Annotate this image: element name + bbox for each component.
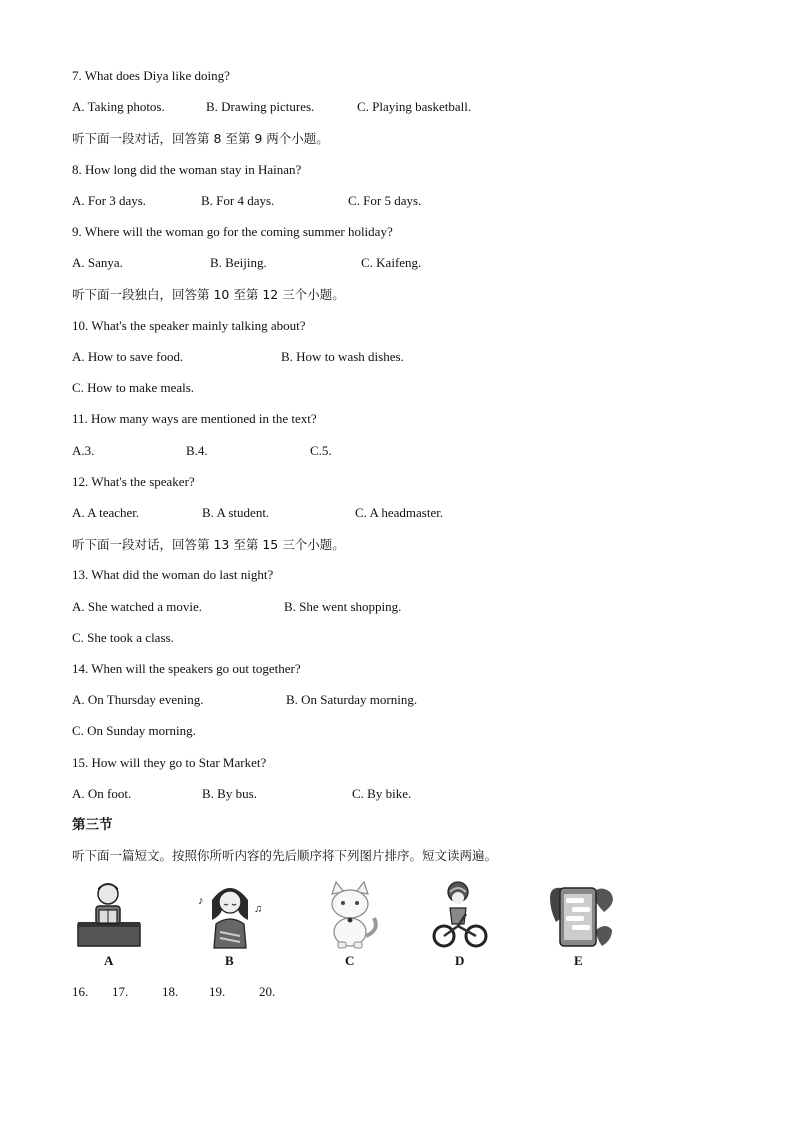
picture-label-a: A [104, 953, 114, 968]
q7-option-a: A. Taking photos. [72, 99, 165, 114]
question-12: 12. What's the speaker? [72, 474, 195, 489]
q13-option-a: A. She watched a movie. [72, 599, 202, 614]
q7-option-b: B. Drawing pictures. [206, 99, 315, 114]
q9-option-c: C. Kaifeng. [361, 255, 422, 270]
q9-option-a: A. Sanya. [72, 255, 123, 270]
q12-option-b: B. A student. [202, 505, 270, 520]
q15-option-b: B. By bus. [202, 786, 257, 801]
cat-icon [310, 880, 390, 950]
q11-option-c: C.5. [310, 443, 332, 458]
listening-music-icon [190, 880, 270, 950]
q8-option-a: A. For 3 days. [72, 193, 147, 208]
question-11: 11. How many ways are mentioned in the text? [72, 411, 317, 426]
section-3-title: 第三节 [72, 817, 113, 833]
question-9: 9. Where will the woman go for the coming summer holiday? [72, 224, 393, 239]
q10-option-b: B. How to wash dishes. [281, 349, 404, 364]
q13-option-b: B. She went shopping. [284, 599, 402, 614]
q8-option-b: B. For 4 days. [201, 193, 275, 208]
question-10: 10. What's the speaker mainly talking about? [72, 318, 306, 333]
q10-option-c: C. How to make meals. [72, 380, 195, 395]
q11-option-a: A.3. [72, 443, 95, 458]
picture-label-b: B [225, 953, 234, 968]
reading-at-desk-icon [70, 880, 150, 950]
question-13: 13. What did the woman do last night? [72, 567, 274, 582]
q8-option-c: C. For 5 days. [348, 193, 422, 208]
svg-text:♪: ♪ [198, 895, 204, 907]
q14-option-b: B. On Saturday morning. [286, 692, 418, 707]
instruction-10-12: 听下面一段独白，回答第 10 至第 12 三个小题。 [72, 287, 345, 302]
answer-blank-20[interactable]: 20. [259, 984, 276, 999]
q14-option-a: A. On Thursday evening. [72, 692, 204, 707]
picture-label-d: D [455, 953, 465, 968]
q7-option-c: C. Playing basketball. [357, 99, 472, 114]
q12-option-c: C. A headmaster. [355, 505, 444, 520]
answer-blank-16[interactable]: 16. [72, 984, 89, 999]
q14-option-c: C. On Sunday morning. [72, 723, 196, 738]
answer-blank-18[interactable]: 18. [162, 984, 179, 999]
answer-blank-17[interactable]: 17. [112, 984, 129, 999]
q12-option-a: A. A teacher. [72, 505, 140, 520]
picture-label-e: E [574, 953, 583, 968]
question-8: 8. How long did the woman stay in Hainan? [72, 162, 302, 177]
answer-blank-19[interactable]: 19. [209, 984, 226, 999]
section-3-instruction: 听下面一篇短文。按照你所听内容的先后顺序将下列图片排序。短文读两遍。 [72, 848, 498, 863]
q9-option-b: B. Beijing. [210, 255, 267, 270]
picture-label-c: C [345, 953, 355, 968]
question-14: 14. When will the speakers go out together? [72, 661, 301, 676]
q11-option-b: B.4. [186, 443, 208, 458]
instruction-13-15: 听下面一段对话，回答第 13 至第 15 三个小题。 [72, 537, 345, 552]
svg-text:♫: ♫ [254, 903, 263, 915]
q15-option-c: C. By bike. [352, 786, 412, 801]
q13-option-c: C. She took a class. [72, 630, 174, 645]
instruction-8-9: 听下面一段对话，回答第 8 至第 9 两个小题。 [72, 131, 329, 146]
question-15: 15. How will they go to Star Market? [72, 755, 267, 770]
phone-chat-icon [540, 880, 620, 950]
bike-riding-icon [420, 880, 500, 950]
q10-option-a: A. How to save food. [72, 349, 184, 364]
q15-option-a: A. On foot. [72, 786, 132, 801]
question-7: 7. What does Diya like doing? [72, 68, 230, 83]
